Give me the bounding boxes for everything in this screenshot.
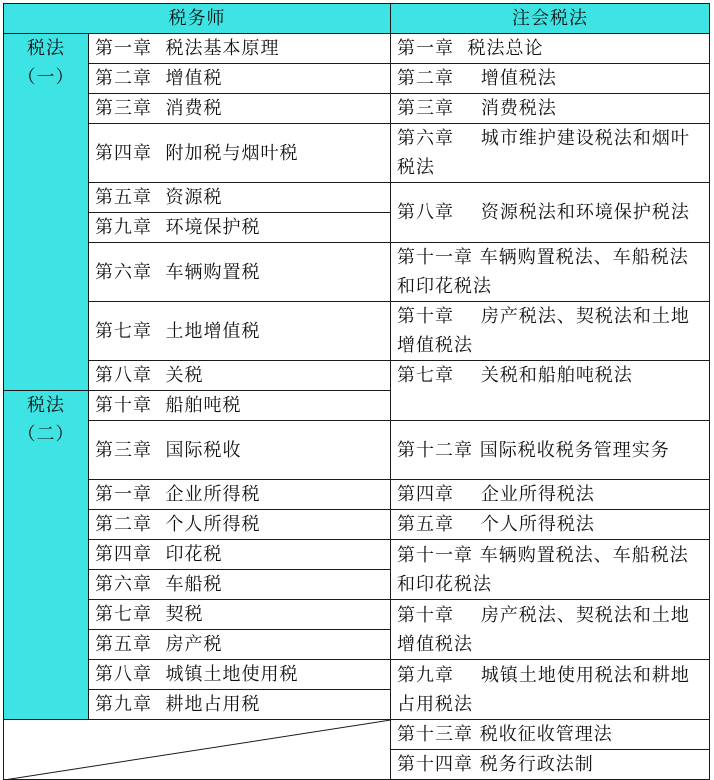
header-tax-agent: 税务师 xyxy=(4,4,391,34)
table-row xyxy=(4,720,710,750)
table-row xyxy=(4,94,710,124)
right-cell: 第八章 资源税法和环境保护税法 xyxy=(391,183,710,243)
right-cell: 第十一章 车辆购置税法、车船税法和印花税法 xyxy=(391,540,710,600)
right-cell: 第十四章 税务行政法制 xyxy=(391,750,710,780)
category-label-line1: 税法 xyxy=(27,38,65,59)
left-cell: 第一章 企业所得税 xyxy=(89,480,391,510)
header-row xyxy=(4,4,710,34)
left-cell: 第七章 土地增值税 xyxy=(89,302,391,361)
left-cell: 第五章 房产税 xyxy=(89,630,391,660)
right-cell: 第三章 消费税法 xyxy=(391,94,710,124)
left-cell: 第一章 税法基本原理 xyxy=(89,34,391,64)
table-row xyxy=(4,510,710,540)
table-row xyxy=(4,480,710,510)
right-cell: 第十章 房产税法、契税法和土地增值税法 xyxy=(391,302,710,361)
table-row xyxy=(4,243,710,302)
right-cell: 第十三章 税收征收管理法 xyxy=(391,720,710,750)
table-row xyxy=(4,64,710,94)
left-cell: 第三章 国际税收 xyxy=(89,421,391,480)
right-cell: 第五章 个人所得税法 xyxy=(391,510,710,540)
left-cell: 第八章 城镇土地使用税 xyxy=(89,660,391,690)
left-cell: 第四章 印花税 xyxy=(89,540,391,570)
left-cell: 第三章 消费税 xyxy=(89,94,391,124)
right-cell: 第四章 企业所得税法 xyxy=(391,480,710,510)
right-cell: 第六章 城市维护建设税法和烟叶税法 xyxy=(391,124,710,183)
right-cell: 第十一章 车辆购置税法、车船税法和印花税法 xyxy=(391,243,710,302)
comparison-table xyxy=(3,3,710,780)
table-row xyxy=(4,660,710,690)
table-row xyxy=(4,421,710,480)
left-cell: 第八章 关税 xyxy=(89,361,391,391)
left-cell: 第二章 个人所得税 xyxy=(89,510,391,540)
right-cell: 第七章 关税和船舶吨税法 xyxy=(391,361,710,421)
right-cell: 第九章 城镇土地使用税法和耕地占用税法 xyxy=(391,660,710,720)
right-cell: 第十二章 国际税收税务管理实务 xyxy=(391,421,710,480)
table-row xyxy=(4,124,710,183)
table-row xyxy=(4,540,710,570)
left-cell: 第四章 附加税与烟叶税 xyxy=(89,124,391,183)
left-cell: 第六章 车辆购置税 xyxy=(89,243,391,302)
left-cell: 第五章 资源税 xyxy=(89,183,391,213)
blank-diagonal-cell xyxy=(4,720,391,780)
left-cell: 第九章 耕地占用税 xyxy=(89,690,391,720)
category-tax-law-1 xyxy=(4,34,89,391)
table-row xyxy=(4,34,710,64)
right-cell: 第二章 增值税法 xyxy=(391,64,710,94)
diagonal-line xyxy=(4,720,391,780)
category-label-line2: （二） xyxy=(17,424,75,445)
category-label-line1: 税法 xyxy=(27,395,65,416)
left-cell: 第七章 契税 xyxy=(89,600,391,630)
left-cell: 第十章 船舶吨税 xyxy=(89,391,391,421)
table-row xyxy=(4,183,710,213)
right-cell: 第一章 税法总论 xyxy=(391,34,710,64)
category-tax-law-2 xyxy=(4,391,89,720)
header-cpa-tax-law: 注会税法 xyxy=(391,4,710,34)
left-cell: 第九章 环境保护税 xyxy=(89,213,391,243)
category-label-line2: （一） xyxy=(17,67,75,88)
table-row xyxy=(4,302,710,361)
left-cell: 第六章 车船税 xyxy=(89,570,391,600)
right-cell: 第十章 房产税法、契税法和土地增值税法 xyxy=(391,600,710,660)
left-cell: 第二章 增值税 xyxy=(89,64,391,94)
table-row xyxy=(4,600,710,630)
table-row xyxy=(4,361,710,391)
